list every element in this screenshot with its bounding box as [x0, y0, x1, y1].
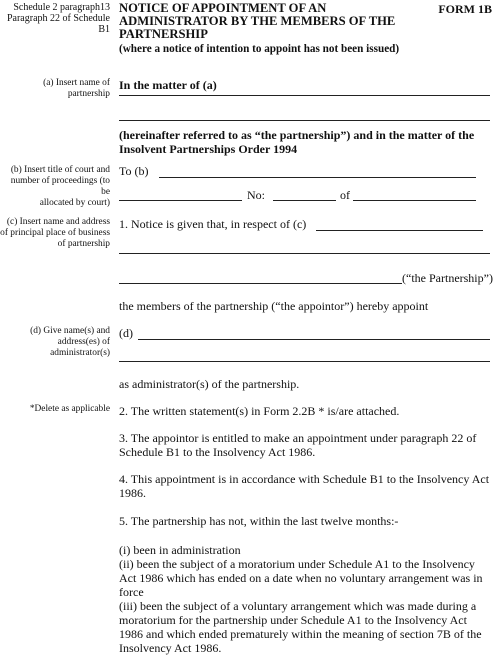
form-number: FORM 1B	[438, 2, 492, 16]
administrators-text: as administrator(s) of the partnership.	[119, 377, 300, 391]
administrator-details-line-2[interactable]	[119, 361, 490, 362]
form-title-line: PARTNERSHIP	[119, 27, 208, 41]
condition-ii-line: (ii) been the subject of a moratorium under Schedule A1 to the Insolvency	[119, 557, 475, 571]
margin-note-line: administrator(s)	[50, 348, 110, 358]
margin-note-line: of partnership	[57, 239, 110, 249]
hereinafter-text	[119, 128, 474, 156]
hereinafter-line: Insolvent Partnerships Order 1994	[119, 142, 298, 156]
statutory-reference-line: B1	[98, 24, 110, 35]
form-title	[119, 2, 439, 41]
proceedings-number-line[interactable]	[119, 200, 242, 201]
paragraph-3-line: 3. The appointor is entitled to make an appointment under paragraph 22 of	[119, 431, 477, 445]
paragraph-4-line: 1986.	[119, 486, 146, 500]
form-title-line: ADMINISTRATOR BY THE MEMBERS OF THE	[119, 14, 396, 28]
proceedings-no-line[interactable]	[273, 200, 336, 201]
margin-note-line: of principal place of business	[0, 228, 110, 238]
condition-i: (i) been in administration	[119, 543, 241, 557]
paragraph-3-line: Schedule B1 to the Insolvency Act 1986.	[119, 445, 316, 459]
margin-note-line: (b) Insert title of court and	[10, 165, 110, 175]
proceedings-year-line[interactable]	[353, 200, 476, 201]
to-label: To (b)	[119, 164, 149, 178]
margin-note-b	[0, 165, 110, 209]
partnership-details-line[interactable]	[316, 230, 483, 231]
statutory-reference-line: Schedule 2 paragraph13	[13, 2, 110, 13]
partnership-name-line-2[interactable]	[119, 120, 490, 121]
paragraph-5: 5. The partnership has not, within the last twelve months:-	[119, 514, 399, 528]
paragraph-1-label: 1. Notice is given that, in respect of (c)	[119, 217, 307, 231]
partnership-address-line[interactable]	[119, 253, 490, 254]
paragraph-4	[119, 472, 489, 500]
condition-iii-line: 1986 and which ended prematurely within the meaning of section 7B of the	[119, 627, 482, 641]
margin-note-line: (a) Insert name of	[43, 78, 110, 88]
margin-note-line: number of proceedings (to be	[10, 176, 110, 197]
d-label: (d)	[119, 326, 133, 340]
margin-note-line: allocated by court)	[39, 198, 110, 208]
matter-label: In the matter of (a)	[119, 78, 217, 92]
members-text: the members of the partnership (“the appointor”) hereby appoint	[119, 299, 429, 313]
margin-note-delete: *Delete as applicable	[29, 404, 110, 414]
statutory-reference-line: Paragraph 22 of Schedule	[6, 13, 110, 24]
condition-ii-line: Act 1986 which has ended on a date when no voluntary arrangement was in	[119, 571, 483, 585]
paragraph-4-line: 4. This appointment is in accordance with Schedule B1 to the Insolvency Act	[119, 472, 490, 486]
partnership-name-line[interactable]	[119, 95, 490, 96]
margin-note-a	[0, 78, 110, 100]
margin-note-line: (d) Give name(s) and	[30, 326, 110, 336]
administrator-details-line[interactable]	[138, 339, 490, 340]
hereinafter-line: (hereinafter referred to as “the partnership”) and in the matter of the	[119, 128, 475, 142]
no-label: No:	[247, 188, 265, 202]
of-label: of	[340, 188, 350, 202]
paragraph-2: 2. The written statement(s) in Form 2.2B * is/are attached.	[119, 404, 400, 418]
margin-note-c	[0, 217, 110, 250]
margin-note-d	[0, 326, 110, 359]
paragraph-3	[119, 431, 476, 459]
margin-note-line: address(es) of	[57, 337, 110, 347]
statutory-reference	[4, 2, 110, 35]
form-subtitle: (where a notice of intention to appoint has not been issued)	[119, 43, 400, 55]
partnership-address-line-2[interactable]	[119, 283, 402, 284]
condition-list	[119, 543, 483, 655]
court-title-line[interactable]	[159, 177, 476, 178]
margin-note-line: (c) Insert name and address	[6, 217, 110, 227]
the-partnership-text: (“the Partnership”)	[402, 271, 493, 285]
margin-note-line: partnership	[67, 89, 110, 99]
condition-ii-line: force	[119, 585, 144, 599]
condition-iii-line: Insolvency Act 1986.	[119, 641, 222, 655]
condition-iii-line: (iii) been the subject of a voluntary arrangement which was made during a	[119, 599, 477, 613]
condition-iii-line: moratorium for the partnership under Schedule A1 to the Insolvency Act	[119, 613, 467, 627]
form-title-line: NOTICE OF APPOINTMENT OF AN	[119, 1, 327, 15]
